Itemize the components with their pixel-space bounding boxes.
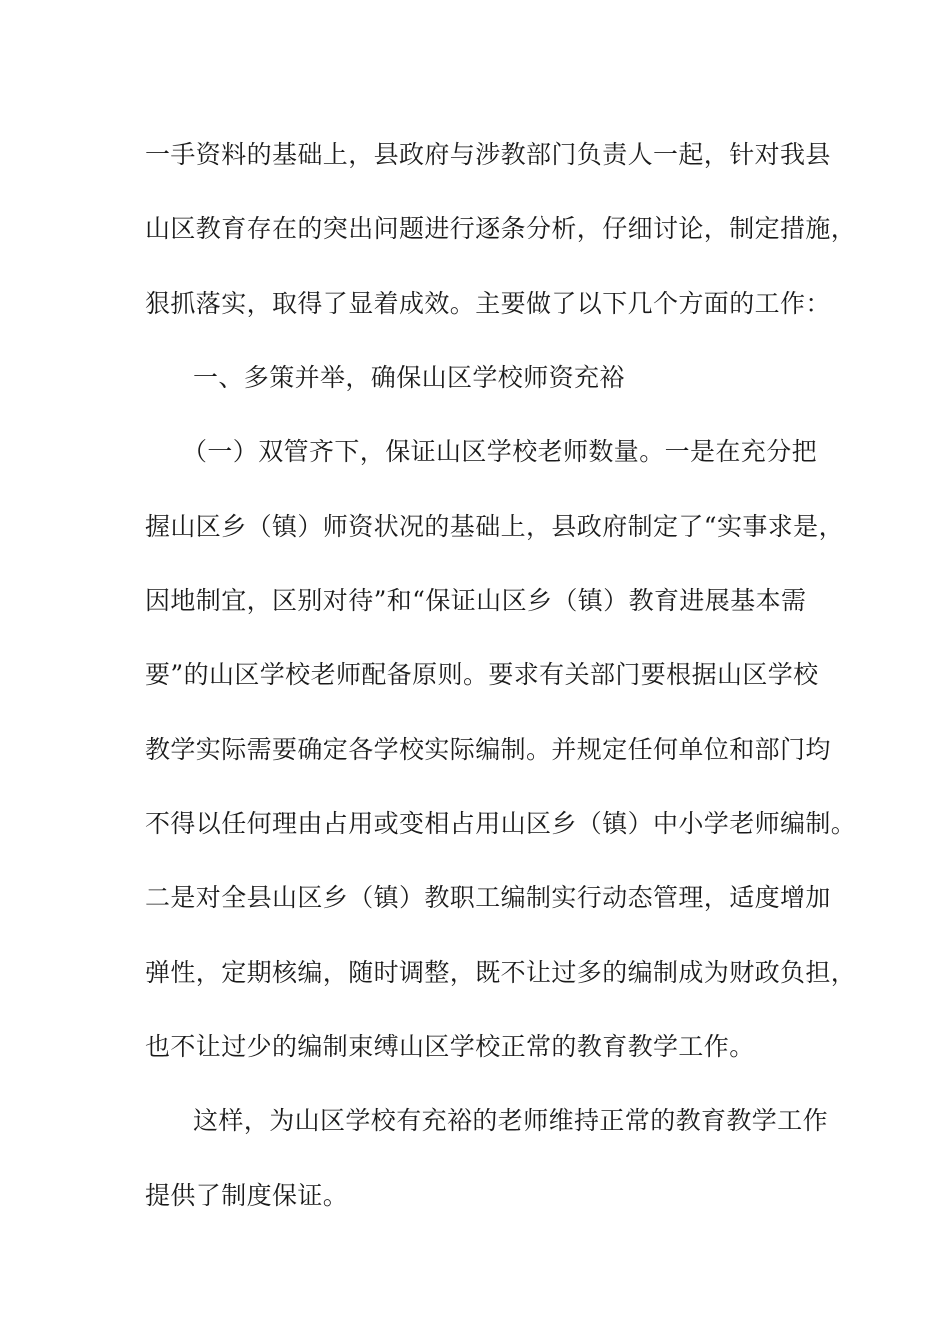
text-line: 一手资料的基础上，县政府与涉教部门负责人一起，针对我县 <box>145 140 831 169</box>
text-line: 这样，为山区学校有充裕的老师维持正常的教育教学工作 <box>193 1106 829 1135</box>
text-line: 山区教育存在的突出问题进行逐条分析，仔细讨论，制定措施， <box>145 214 857 243</box>
text-line: 提供了制度保证。 <box>145 1181 349 1210</box>
text-line: （一）双管齐下，保证山区学校老师数量。一是在充分把 <box>182 437 818 466</box>
text-line: 弹性，定期核编，随时调整，既不让过多的编制成为财政负担， <box>145 958 857 987</box>
section-heading: 一、多策并举，确保山区学校师资充裕 <box>193 363 625 392</box>
text-line: 要”的山区学校老师配备原则。要求有关部门要根据山区学校 <box>145 660 819 689</box>
text-line: 不得以任何理由占用或变相占用山区乡（镇）中小学老师编制。 <box>145 809 857 838</box>
text-line: 握山区乡（镇）师资状况的基础上，县政府制定了“实事求是， <box>145 512 844 541</box>
text-line: 因地制宜，区别对待”和“保证山区乡（镇）教育进展基本需 <box>145 586 807 615</box>
text-line: 二是对全县山区乡（镇）教职工编制实行动态管理，适度增加 <box>145 883 831 912</box>
text-line: 也不让过少的编制束缚山区学校正常的教育教学工作。 <box>145 1032 755 1061</box>
text-line: 教学实际需要确定各学校实际编制。并规定任何单位和部门均 <box>145 735 831 764</box>
text-line: 狠抓落实，取得了显着成效。主要做了以下几个方面的工作： <box>145 289 831 318</box>
